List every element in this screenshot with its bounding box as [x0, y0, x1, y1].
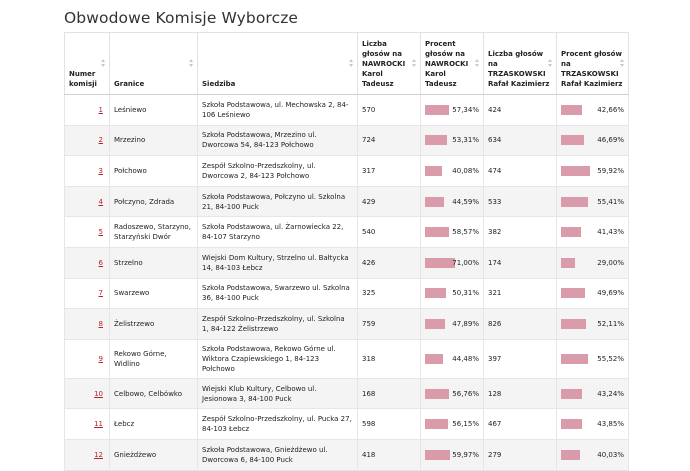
cell-liczba-nawrocki: 418 [358, 439, 421, 470]
cell-siedziba: Szkoła Podstawowa, Gnieżdżewo ul. Dworcowa 6, 84-100 Puck [198, 439, 358, 470]
cell-liczba-trzaskowski: 474 [484, 156, 557, 187]
header-liczba-trzaskowski[interactable] [484, 33, 557, 95]
cell-procent-trzaskowski [557, 186, 629, 217]
cell-liczba-trzaskowski: 826 [484, 309, 557, 340]
cell-procent-nawrocki [421, 339, 484, 378]
percent-value-trzaskowski: 55,52% [597, 354, 624, 363]
cell-liczba-trzaskowski: 533 [484, 186, 557, 217]
cell-procent-trzaskowski [557, 125, 629, 156]
percent-value-nawrocki: 57,34% [452, 105, 479, 114]
percent-value-trzaskowski: 42,66% [597, 105, 624, 114]
cell-liczba-trzaskowski: 279 [484, 439, 557, 470]
table-row [65, 439, 629, 470]
cell-granice: Radoszewo, Starzyno, Starzyński Dwór [110, 217, 198, 248]
table-row [65, 95, 629, 126]
cell-granice: Rekowo Górne, Widlino [110, 339, 198, 378]
cell-liczba-nawrocki: 426 [358, 247, 421, 278]
commission-link[interactable]: 12 [94, 450, 103, 459]
header-siedziba[interactable] [198, 33, 358, 95]
cell-granice: Żelistrzewo [110, 309, 198, 340]
commission-link[interactable]: 11 [94, 420, 103, 429]
cell-procent-trzaskowski [557, 339, 629, 378]
table-row [65, 186, 629, 217]
cell-liczba-trzaskowski: 382 [484, 217, 557, 248]
cell-numer [65, 309, 110, 340]
percent-value-nawrocki: 50,31% [452, 289, 479, 298]
cell-numer [65, 378, 110, 409]
cell-granice: Połczyno, Zdrada [110, 186, 198, 217]
cell-procent-nawrocki [421, 95, 484, 126]
cell-numer [65, 409, 110, 440]
cell-siedziba: Szkoła Podstawowa, Rekowo Górne ul. Wiktora Czapiewskiego 1, 84-123 Połchowo [198, 339, 358, 378]
header-siedziba-label: Siedziba [202, 80, 236, 88]
cell-procent-trzaskowski [557, 439, 629, 470]
commission-link[interactable]: 9 [98, 354, 103, 363]
cell-siedziba: Zespół Szkolno-Przedszkolny, ul. Pucka 27, 84-103 Łebcz [198, 409, 358, 440]
sort-icon [189, 59, 194, 69]
header-procent-nawrocki[interactable] [421, 33, 484, 95]
cell-procent-trzaskowski [557, 247, 629, 278]
cell-procent-trzaskowski [557, 278, 629, 309]
cell-liczba-nawrocki: 724 [358, 125, 421, 156]
cell-procent-nawrocki [421, 439, 484, 470]
cell-numer [65, 439, 110, 470]
header-liczba-trzaskowski-label: Liczba głosów na TRZASKOWSKI Rafał Kazimierz [488, 50, 550, 88]
cell-procent-trzaskowski [557, 95, 629, 126]
commission-link[interactable]: 7 [98, 289, 103, 298]
cell-numer [65, 217, 110, 248]
cell-granice: Swarzewo [110, 278, 198, 309]
cell-liczba-trzaskowski: 397 [484, 339, 557, 378]
cell-liczba-trzaskowski: 321 [484, 278, 557, 309]
percent-value-trzaskowski: 52,11% [597, 319, 624, 328]
table-row [65, 278, 629, 309]
table-body [65, 95, 629, 471]
percent-value-nawrocki: 56,15% [452, 420, 479, 429]
header-granice[interactable] [110, 33, 198, 95]
cell-procent-trzaskowski [557, 309, 629, 340]
cell-liczba-trzaskowski: 467 [484, 409, 557, 440]
cell-liczba-nawrocki: 318 [358, 339, 421, 378]
table-row [65, 309, 629, 340]
percent-value-trzaskowski: 41,43% [597, 228, 624, 237]
cell-numer [65, 339, 110, 378]
cell-liczba-trzaskowski: 634 [484, 125, 557, 156]
header-procent-trzaskowski-label: Procent głosów na TRZASKOWSKI Rafał Kazimierz [561, 50, 623, 88]
commission-link[interactable]: 3 [98, 166, 103, 175]
cell-siedziba: Szkoła Podstawowa, Mrzezino ul. Dworcowa 54, 84-123 Połchowo [198, 125, 358, 156]
cell-liczba-trzaskowski: 128 [484, 378, 557, 409]
cell-numer [65, 247, 110, 278]
cell-siedziba: Szkoła Podstawowa, ul. Mechowska 2, 84-106 Leśniewo [198, 95, 358, 126]
commissions-table [64, 32, 629, 471]
sort-icon [412, 59, 417, 69]
cell-granice: Mrzezino [110, 125, 198, 156]
cell-procent-nawrocki [421, 247, 484, 278]
table-row [65, 378, 629, 409]
cell-siedziba: Szkoła Podstawowa, Połczyno ul. Szkolna 21, 84-100 Puck [198, 186, 358, 217]
cell-procent-nawrocki [421, 278, 484, 309]
percent-value-nawrocki: 40,08% [452, 166, 479, 175]
cell-granice: Gnieżdżewo [110, 439, 198, 470]
cell-liczba-trzaskowski: 424 [484, 95, 557, 126]
percent-value-nawrocki: 44,59% [452, 197, 479, 206]
percent-value-trzaskowski: 29,00% [597, 258, 624, 267]
cell-granice: Łebcz [110, 409, 198, 440]
percent-value-trzaskowski: 40,03% [597, 450, 624, 459]
page-container [64, 0, 628, 464]
cell-siedziba: Zespół Szkolno-Przedszkolny, ul. Dworcowa 2, 84-123 Połchowo [198, 156, 358, 187]
table-row [65, 247, 629, 278]
cell-numer [65, 125, 110, 156]
commission-link[interactable]: 8 [98, 319, 103, 328]
cell-procent-nawrocki [421, 156, 484, 187]
sort-icon [475, 59, 480, 69]
header-liczba-nawrocki-label: Liczba głosów na NAWROCKI Karol Tadeusz [362, 40, 406, 88]
header-liczba-nawrocki[interactable] [358, 33, 421, 95]
page-title: Obwodowe Komisje Wyborcze [64, 9, 299, 27]
commission-link[interactable]: 2 [98, 136, 103, 145]
sort-icon [101, 59, 106, 69]
header-procent-nawrocki-label: Procent głosów na NAWROCKI Karol Tadeusz [425, 40, 469, 88]
cell-granice: Celbowo, Celbówko [110, 378, 198, 409]
cell-numer [65, 156, 110, 187]
cell-liczba-nawrocki: 598 [358, 409, 421, 440]
commission-link[interactable]: 1 [98, 105, 103, 114]
percent-value-trzaskowski: 43,85% [597, 420, 624, 429]
percent-value-nawrocki: 44,48% [452, 354, 479, 363]
header-numer[interactable] [65, 33, 110, 95]
commission-link[interactable]: 5 [98, 228, 103, 237]
cell-procent-trzaskowski [557, 217, 629, 248]
cell-liczba-nawrocki: 317 [358, 156, 421, 187]
cell-liczba-nawrocki: 570 [358, 95, 421, 126]
cell-siedziba: Szkoła Podstawowa, Swarzewo ul. Szkolna 36, 84-100 Puck [198, 278, 358, 309]
percent-value-trzaskowski: 46,69% [597, 136, 624, 145]
commission-link[interactable]: 10 [94, 389, 103, 398]
cell-procent-nawrocki [421, 309, 484, 340]
percent-value-nawrocki: 71,00% [452, 258, 479, 267]
cell-liczba-nawrocki: 325 [358, 278, 421, 309]
commission-link[interactable]: 4 [98, 197, 103, 206]
cell-siedziba: Szkoła Podstawowa, ul. Żarnowiecka 22, 84-107 Starzyno [198, 217, 358, 248]
cell-numer [65, 95, 110, 126]
percent-value-trzaskowski: 55,41% [597, 197, 624, 206]
percent-value-trzaskowski: 43,24% [597, 389, 624, 398]
cell-siedziba: Zespół Szkolno-Przedszkolny, ul. Szkolna 1, 84-122 Żelistrzewo [198, 309, 358, 340]
table-row [65, 156, 629, 187]
cell-granice: Połchowo [110, 156, 198, 187]
percent-value-nawrocki: 59,97% [452, 450, 479, 459]
header-numer-label: Numer komisji [69, 70, 97, 88]
sort-icon [349, 59, 354, 69]
table-header-row [65, 33, 629, 95]
sort-icon [620, 59, 625, 69]
cell-liczba-nawrocki: 540 [358, 217, 421, 248]
header-granice-label: Granice [114, 80, 145, 88]
cell-procent-trzaskowski [557, 409, 629, 440]
table-row [65, 217, 629, 248]
percent-value-trzaskowski: 59,92% [597, 166, 624, 175]
table-row [65, 409, 629, 440]
header-procent-trzaskowski[interactable] [557, 33, 629, 95]
cell-procent-nawrocki [421, 378, 484, 409]
cell-procent-nawrocki [421, 125, 484, 156]
percent-value-nawrocki: 56,76% [452, 389, 479, 398]
cell-liczba-nawrocki: 759 [358, 309, 421, 340]
commission-link[interactable]: 6 [98, 258, 103, 267]
cell-siedziba: Wiejski Dom Kultury, Strzelno ul. Bałtycka 14, 84-103 Łebcz [198, 247, 358, 278]
percent-value-nawrocki: 53,31% [452, 136, 479, 145]
cell-granice: Leśniewo [110, 95, 198, 126]
cell-procent-trzaskowski [557, 378, 629, 409]
cell-numer [65, 186, 110, 217]
cell-granice: Strzelno [110, 247, 198, 278]
table-row [65, 125, 629, 156]
cell-liczba-nawrocki: 168 [358, 378, 421, 409]
percent-value-trzaskowski: 49,69% [597, 289, 624, 298]
cell-procent-nawrocki [421, 186, 484, 217]
cell-liczba-nawrocki: 429 [358, 186, 421, 217]
cell-siedziba: Wiejski Klub Kultury, Celbowo ul. Jesionowa 3, 84-100 Puck [198, 378, 358, 409]
cell-procent-nawrocki [421, 217, 484, 248]
percent-value-nawrocki: 47,89% [452, 319, 479, 328]
cell-procent-nawrocki [421, 409, 484, 440]
table-row [65, 339, 629, 378]
percent-value-nawrocki: 58,57% [452, 228, 479, 237]
cell-procent-trzaskowski [557, 156, 629, 187]
cell-numer [65, 278, 110, 309]
sort-icon [548, 59, 553, 69]
cell-liczba-trzaskowski: 174 [484, 247, 557, 278]
